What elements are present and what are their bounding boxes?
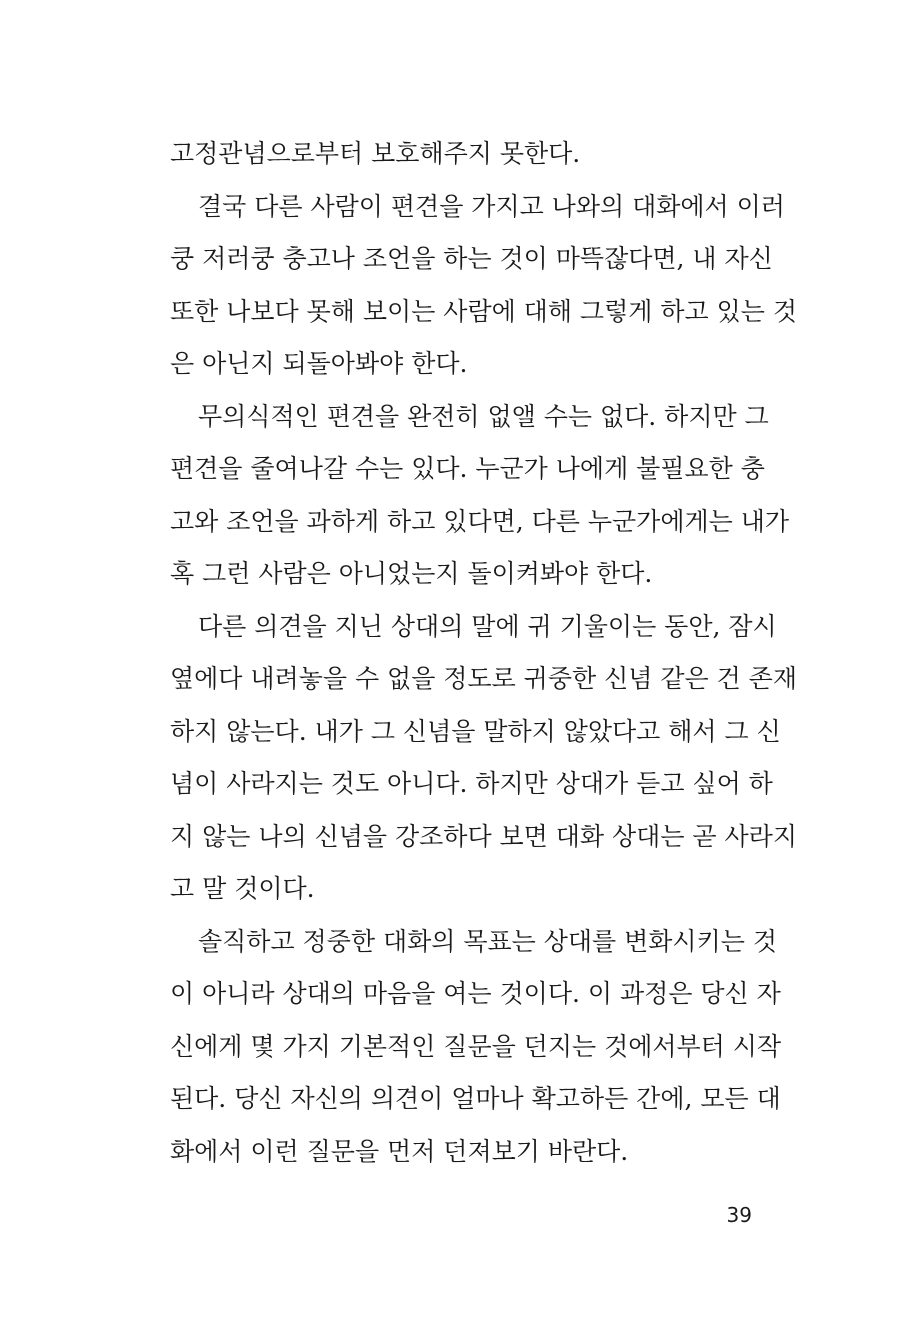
paragraph [170,128,755,181]
text-line: 솔직하고 정중한 대화의 목표는 상대를 변화시키는 것 [198,926,777,956]
text-line: 된다. 당신 자신의 의견이 얼마나 확고하든 간에, 모든 대 [170,1084,781,1113]
text-line: 고정관념으로부터 보호해주지 못한다. [170,139,581,168]
body-text [170,128,797,1178]
paragraph [170,601,797,916]
text-line: 무의식적인 편견을 완전히 없앨 수는 없다. 하지만 그 [198,401,769,431]
page-number: 39 [726,1203,752,1227]
text-line: 은 아닌지 되돌아봐야 한다. [170,349,468,378]
text-line: 또한 나보다 못해 보이는 사람에 대해 그렇게 하고 있는 것 [170,296,797,326]
text-line: 념이 사라지는 것도 아니다. 하지만 상대가 듣고 싶어 하 [170,769,773,798]
text-line: 편견을 줄여나갈 수는 있다. 누군가 나에게 불필요한 충 [170,454,765,483]
text-line: 결국 다른 사람이 편견을 가지고 나와의 대화에서 이러 [198,191,785,221]
text-line: 이 아니라 상대의 마음을 여는 것이다. 이 과정은 당신 자 [170,979,781,1008]
text-line: 지 않는 나의 신념을 강조하다 보면 대화 상대는 곧 사라지 [170,821,797,851]
text-line: 화에서 이런 질문을 먼저 던져보기 바란다. [170,1136,629,1166]
text-line: 신에게 몇 가지 기본적인 질문을 던지는 것에서부터 시작 [170,1031,782,1061]
text-line: 옆에다 내려놓을 수 없을 정도로 귀중한 신념 같은 건 존재 [170,664,797,693]
text-line: 고 말 것이다. [170,874,315,903]
text-line: 쿵 저러쿵 충고나 조언을 하는 것이 마뜩잖다면, 내 자신 [170,244,773,273]
paragraph [170,181,797,391]
text-line: 하지 않는다. 내가 그 신념을 말하지 않았다고 해서 그 신 [170,716,781,746]
paragraph [170,916,782,1179]
text-line: 혹 그런 사람은 아니었는지 돌이켜봐야 한다. [170,559,653,588]
paragraph [170,391,790,601]
text-line: 고와 조언을 과하게 하고 있다면, 다른 누군가에게는 내가 [170,506,790,536]
text-line: 다른 의견을 지닌 상대의 말에 귀 기울이는 동안, 잠시 [198,611,777,641]
